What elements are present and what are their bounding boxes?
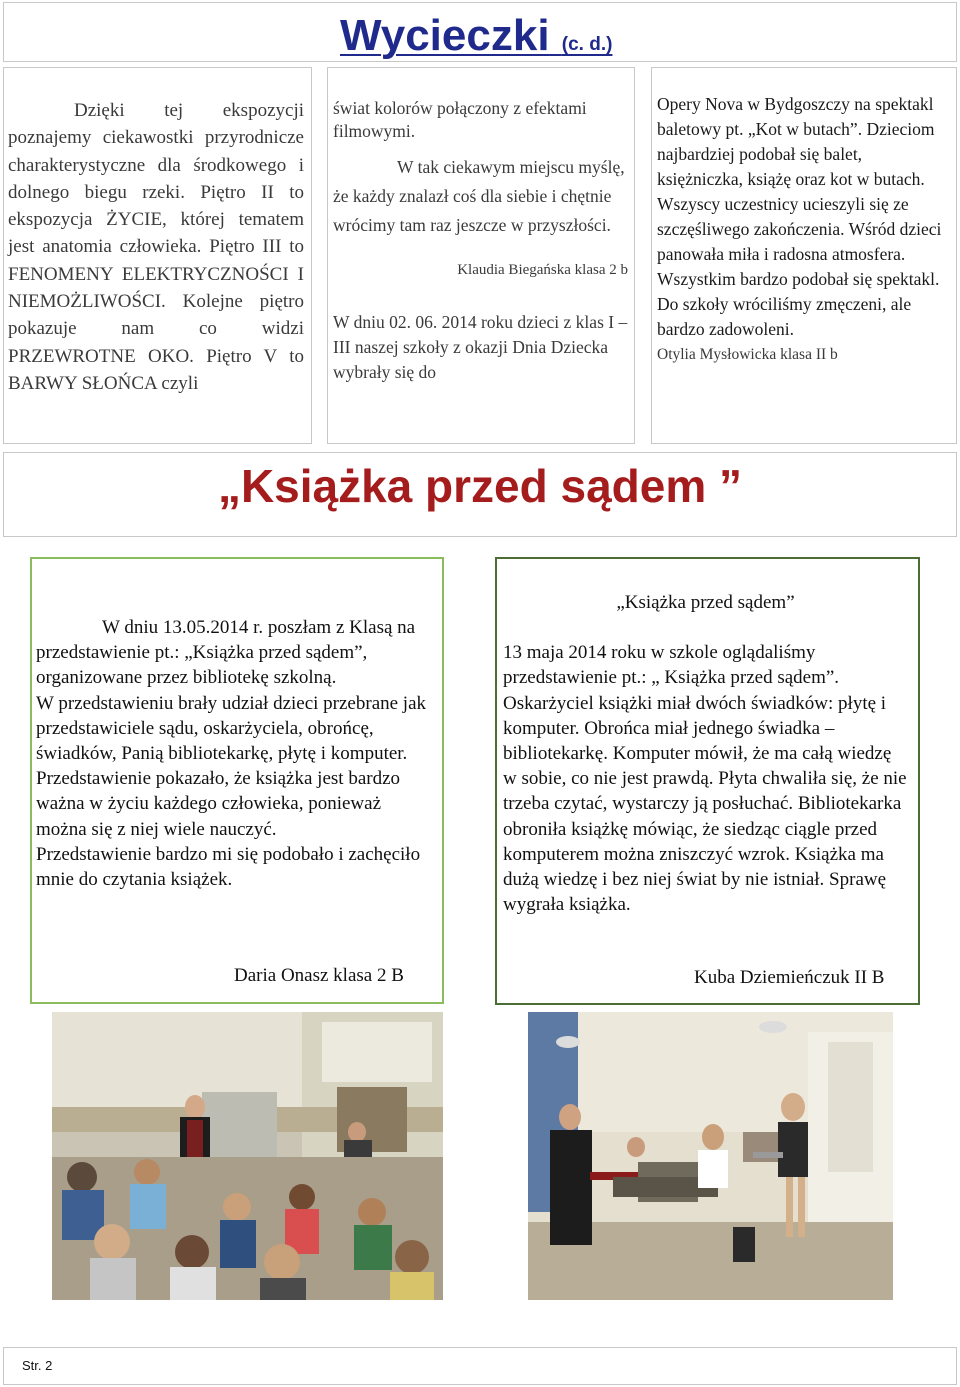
column1-text xyxy=(8,97,304,397)
article-right-author: Kuba Dziemieńczuk II B xyxy=(694,967,885,988)
photo-audience xyxy=(52,1012,443,1300)
article-right-text xyxy=(503,590,908,917)
page-title: Wycieczki (c. d.) xyxy=(340,11,613,60)
article-left-paragraph: Przedstawienie pokazało, że książka jest bardzo ważna w życiu każdego człowieka, ponieważ można się z niej wiele nauczyć. xyxy=(36,768,401,840)
article-left-paragraph: Przedstawienie bardzo mi się podobało i zachęciło mnie do czytania książek. xyxy=(36,843,421,891)
column2-paragraph-3: W dniu 02. 06. 2014 roku dzieci z klas I – III naszej szkoły z okazji Dnia Dziecka wybrały się do xyxy=(333,312,628,382)
article-left-text xyxy=(36,615,430,892)
footer-box xyxy=(3,1347,957,1385)
column2-paragraph-1: świat kolorów połączony z efektami filmowymi. xyxy=(333,98,587,141)
article-left-paragraph: W przedstawieniu brały udział dzieci przebrane jak przedstawiciele sądu, oskarżyciela, obrońcę, świadków, Panią bibliotekarkę, płytę i komputer. xyxy=(36,692,427,765)
column1-paragraph: Dzięki tej ekspozycji poznajemy ciekawostki przyrodnicze charakterystyczne dla środkowego i dolnego biegu rzeki. Piętro II to ekspozycja ŻYCIE, której tematem jest anatomia człowieka. Piętro III to FENOMENY ELEKTRYCZNOŚCI I NIEMOŻLIWOŚCI. Kolejne piętro pokazuje nam co widzi PRZEWROTNE OKO. Piętro V to BARWY SŁOŃCA czyli xyxy=(8,100,304,394)
article-left-author: Daria Onasz klasa 2 B xyxy=(234,965,404,986)
photo-performers xyxy=(528,1012,893,1300)
article-right-heading: „Książka przed sądem” xyxy=(616,592,795,613)
page-number: Str. 2 xyxy=(22,1358,53,1373)
title-suffix: (c. d.) xyxy=(561,34,613,55)
column2-author: Klaudia Biegańska klasa 2 b xyxy=(457,262,628,278)
column2-paragraph-2: W tak ciekawym miejscu myślę, że każdy znalazł coś dla siebie i chętnie wrócimy tam raz jeszcze w przyszłości. xyxy=(333,157,625,235)
section-title: „Książka przed sądem ” xyxy=(217,460,743,512)
article-left-paragraph: W dniu 13.05.2014 r. poszłam z Klasą na przedstawienie pt.: „Książka przed sądem”, organizowane przez bibliotekę szkolną. xyxy=(36,617,416,689)
column3-author: Otylia Mysłowicka klasa II b xyxy=(657,346,838,363)
article-right-paragraph: 13 maja 2014 roku w szkole oglądaliśmy przedstawienie pt.: „ Książka przed sądem”. Oskarżyciel książki miał dwóch świadków: płytę i komputer. Obrońca miał jednego świadka – bibliotekarkę. Komputer mówił, że ma całą wiedzę w sobie, co nie jest prawdą. Płyta chwaliła się, że nie trzeba czytać, wystarczy ją posłuchać. Bibliotekarka obroniła książkę mówiąc, że siedząc ciągle przed komputerem można zniszczyć wzrok. Książka ma dużą wiedzę i bez niej świat by nie istniał. Sprawę wygrała książka. xyxy=(503,642,907,916)
column2-text xyxy=(333,97,628,385)
column3-text xyxy=(657,92,949,367)
column3-paragraph: Opery Nova w Bydgoszczy na spektakl baletowy pt. „Kot w butach”. Dzieciom najbardziej podobał się balet, księżniczka, książę oraz kot w butach. Wszyscy uczestnicy ucieszyli się ze szczęśliwego zakończenia. Wśród dzieci panowała miła i radosna atmosfera. Wszystkim bardzo podobał się spektakl. Do szkoły wróciliśmy zmęczeni, ale bardzo zadowoleni. xyxy=(657,94,942,339)
